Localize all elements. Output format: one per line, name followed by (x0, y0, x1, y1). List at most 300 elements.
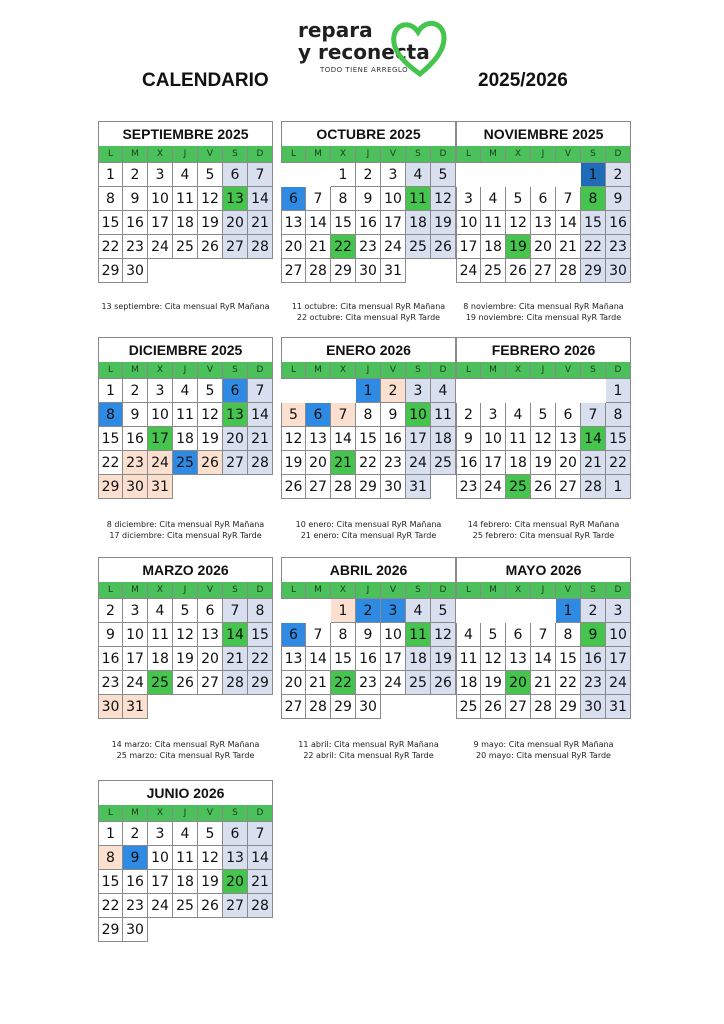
month-grid (281, 146, 456, 283)
day-cell: 5 (431, 163, 456, 187)
weekday-header: M (481, 362, 506, 379)
day-cell: 11 (173, 403, 198, 427)
month-title: ABRIL 2026 (281, 557, 456, 582)
day-cell: 16 (123, 427, 148, 451)
day-cell: 22 (331, 671, 356, 695)
day-cell: 7 (331, 403, 356, 427)
day-cell: 27 (531, 259, 556, 283)
weekday-header: L (98, 805, 123, 822)
weekday-header: V (381, 146, 406, 163)
empty-cell (531, 379, 556, 403)
day-cell: 29 (581, 259, 606, 283)
weekday-header: J (173, 362, 198, 379)
logo-tagline: TODO TIENE ARREGLO (320, 66, 409, 74)
day-cell: 28 (248, 235, 273, 259)
day-cell: 2 (606, 163, 631, 187)
day-cell: 18 (481, 235, 506, 259)
day-cell: 30 (581, 695, 606, 719)
weekday-header: L (456, 362, 481, 379)
day-cell: 31 (123, 695, 148, 719)
day-cell: 10 (456, 211, 481, 235)
day-cell: 23 (356, 671, 381, 695)
day-cell: 26 (506, 259, 531, 283)
month-notes (452, 301, 635, 323)
day-cell: 10 (406, 403, 431, 427)
day-cell: 15 (356, 427, 381, 451)
day-cell: 22 (98, 451, 123, 475)
day-cell: 23 (98, 671, 123, 695)
day-cell: 29 (556, 695, 581, 719)
day-cell: 19 (198, 870, 223, 894)
note-line: 14 marzo: Cita mensual RyR Mañana (111, 740, 260, 749)
day-cell: 8 (98, 846, 123, 870)
day-cell: 6 (223, 379, 248, 403)
day-cell: 12 (431, 187, 456, 211)
weekday-header: J (356, 146, 381, 163)
day-cell: 21 (556, 235, 581, 259)
month-title: JUNIO 2026 (98, 780, 273, 805)
day-cell: 12 (198, 846, 223, 870)
day-cell: 10 (123, 623, 148, 647)
note-line: 22 octubre: Cita mensual RyR Tarde (296, 313, 441, 322)
empty-cell (431, 475, 456, 499)
day-cell: 14 (306, 211, 331, 235)
weekday-header: J (531, 582, 556, 599)
day-cell: 6 (531, 187, 556, 211)
day-cell: 20 (281, 235, 306, 259)
day-cell: 27 (556, 475, 581, 499)
day-cell: 11 (481, 211, 506, 235)
day-cell: 21 (223, 647, 248, 671)
day-cell: 9 (356, 187, 381, 211)
weekday-header: S (223, 362, 248, 379)
day-cell: 13 (531, 211, 556, 235)
day-cell: 7 (306, 623, 331, 647)
day-cell: 3 (481, 403, 506, 427)
weekday-header: L (281, 582, 306, 599)
day-cell: 13 (281, 647, 306, 671)
empty-cell (281, 163, 306, 187)
day-cell: 28 (223, 671, 248, 695)
day-cell: 14 (248, 187, 273, 211)
day-cell: 6 (281, 623, 306, 647)
day-cell: 17 (381, 211, 406, 235)
empty-cell (223, 918, 248, 942)
month-10 (98, 780, 273, 942)
day-cell: 27 (306, 475, 331, 499)
day-cell: 3 (406, 379, 431, 403)
weekday-header: S (406, 582, 431, 599)
day-cell: 30 (606, 259, 631, 283)
day-cell: 8 (356, 403, 381, 427)
weekday-header: V (381, 582, 406, 599)
empty-cell (223, 475, 248, 499)
day-cell: 7 (223, 599, 248, 623)
weekday-header: M (306, 582, 331, 599)
day-cell: 26 (481, 695, 506, 719)
day-cell: 2 (123, 163, 148, 187)
weekday-header: X (148, 146, 173, 163)
day-cell: 2 (356, 163, 381, 187)
day-cell: 6 (223, 822, 248, 846)
weekday-header: S (406, 146, 431, 163)
day-cell: 1 (356, 379, 381, 403)
day-cell: 21 (248, 427, 273, 451)
day-cell: 16 (356, 647, 381, 671)
empty-cell (456, 379, 481, 403)
empty-cell (198, 918, 223, 942)
empty-cell (281, 599, 306, 623)
day-cell: 8 (606, 403, 631, 427)
day-cell: 10 (606, 623, 631, 647)
day-cell: 9 (456, 427, 481, 451)
day-cell: 5 (481, 623, 506, 647)
day-cell: 3 (123, 599, 148, 623)
day-cell: 11 (173, 187, 198, 211)
day-cell: 21 (531, 671, 556, 695)
day-cell: 7 (248, 163, 273, 187)
day-cell: 20 (223, 870, 248, 894)
day-cell: 15 (556, 647, 581, 671)
month-notes (94, 301, 277, 312)
day-cell: 2 (123, 379, 148, 403)
day-cell: 5 (531, 403, 556, 427)
day-cell: 11 (173, 846, 198, 870)
day-cell: 29 (331, 695, 356, 719)
weekday-header: V (556, 146, 581, 163)
day-cell: 12 (506, 211, 531, 235)
note-line: 22 abril: Cita mensual RyR Tarde (303, 751, 434, 760)
empty-cell (431, 695, 456, 719)
day-cell: 29 (356, 475, 381, 499)
day-cell: 29 (248, 671, 273, 695)
day-cell: 15 (98, 211, 123, 235)
empty-cell (581, 379, 606, 403)
day-cell: 9 (123, 187, 148, 211)
empty-cell (306, 599, 331, 623)
day-cell: 15 (98, 870, 123, 894)
day-cell: 2 (581, 599, 606, 623)
month-title: NOVIEMBRE 2025 (456, 121, 631, 146)
day-cell: 26 (431, 235, 456, 259)
day-cell: 25 (481, 259, 506, 283)
day-cell: 17 (481, 451, 506, 475)
day-cell: 22 (581, 235, 606, 259)
month-title: FEBRERO 2026 (456, 337, 631, 362)
weekday-header: J (173, 146, 198, 163)
weekday-header: L (456, 582, 481, 599)
empty-cell (331, 379, 356, 403)
day-cell: 1 (581, 163, 606, 187)
day-cell: 18 (431, 427, 456, 451)
month-title: SEPTIEMBRE 2025 (98, 121, 273, 146)
day-cell: 24 (148, 451, 173, 475)
day-cell: 22 (556, 671, 581, 695)
day-cell: 26 (198, 451, 223, 475)
day-cell: 22 (98, 894, 123, 918)
day-cell: 2 (381, 379, 406, 403)
empty-cell (406, 259, 431, 283)
day-cell: 8 (248, 599, 273, 623)
day-cell: 17 (406, 427, 431, 451)
day-cell: 19 (431, 211, 456, 235)
empty-cell (173, 695, 198, 719)
day-cell: 7 (248, 379, 273, 403)
weekday-header: X (331, 146, 356, 163)
weekday-header: J (531, 362, 556, 379)
day-cell: 19 (531, 451, 556, 475)
note-line: 13 septiembre: Cita mensual RyR Mañana (101, 302, 270, 311)
day-cell: 13 (306, 427, 331, 451)
weekday-header: D (431, 582, 456, 599)
day-cell: 11 (148, 623, 173, 647)
weekday-header: M (306, 146, 331, 163)
day-cell: 5 (281, 403, 306, 427)
weekday-header: S (581, 582, 606, 599)
weekday-header: M (123, 146, 148, 163)
month-grid (98, 582, 273, 719)
day-cell: 15 (331, 211, 356, 235)
day-cell: 19 (173, 647, 198, 671)
weekday-header: L (98, 582, 123, 599)
month-4 (98, 337, 273, 499)
weekday-header: L (456, 146, 481, 163)
empty-cell (481, 599, 506, 623)
day-cell: 28 (556, 259, 581, 283)
month-1 (98, 121, 273, 283)
day-cell: 12 (531, 427, 556, 451)
weekday-header: L (98, 146, 123, 163)
day-cell: 23 (381, 451, 406, 475)
day-cell: 3 (148, 163, 173, 187)
weekday-header: X (148, 805, 173, 822)
day-cell: 3 (148, 822, 173, 846)
weekday-header: X (506, 582, 531, 599)
logo-line-1: repara (298, 18, 373, 42)
day-cell: 6 (198, 599, 223, 623)
day-cell: 9 (98, 623, 123, 647)
day-cell: 17 (456, 235, 481, 259)
day-cell: 10 (381, 187, 406, 211)
day-cell: 18 (406, 647, 431, 671)
day-cell: 13 (198, 623, 223, 647)
day-cell: 16 (98, 647, 123, 671)
note-line: 21 enero: Cita mensual RyR Tarde (300, 531, 437, 540)
empty-cell (456, 599, 481, 623)
month-grid (456, 146, 631, 283)
day-cell: 3 (148, 379, 173, 403)
day-cell: 21 (581, 451, 606, 475)
day-cell: 30 (123, 918, 148, 942)
day-cell: 1 (331, 599, 356, 623)
day-cell: 12 (173, 623, 198, 647)
logo-line-2: y reconecta (298, 40, 430, 64)
day-cell: 29 (98, 918, 123, 942)
day-cell: 9 (123, 846, 148, 870)
day-cell: 30 (356, 259, 381, 283)
day-cell: 13 (506, 647, 531, 671)
month-notes (94, 739, 277, 761)
weekday-header: V (198, 582, 223, 599)
month-title: MARZO 2026 (98, 557, 273, 582)
day-cell: 10 (148, 403, 173, 427)
weekday-header: X (148, 362, 173, 379)
day-cell: 14 (306, 647, 331, 671)
month-title: ENERO 2026 (281, 337, 456, 362)
day-cell: 18 (406, 211, 431, 235)
empty-cell (148, 695, 173, 719)
day-cell: 3 (381, 163, 406, 187)
day-cell: 23 (456, 475, 481, 499)
day-cell: 11 (406, 187, 431, 211)
month-grid (98, 805, 273, 942)
day-cell: 8 (331, 187, 356, 211)
day-cell: 28 (248, 451, 273, 475)
day-cell: 13 (223, 403, 248, 427)
day-cell: 8 (98, 403, 123, 427)
day-cell: 20 (506, 671, 531, 695)
day-cell: 16 (356, 211, 381, 235)
day-cell: 15 (98, 427, 123, 451)
weekday-header: J (531, 146, 556, 163)
day-cell: 31 (606, 695, 631, 719)
day-cell: 27 (281, 695, 306, 719)
day-cell: 18 (173, 870, 198, 894)
empty-cell (506, 163, 531, 187)
day-cell: 14 (248, 846, 273, 870)
day-cell: 14 (556, 211, 581, 235)
month-grid (98, 362, 273, 499)
empty-cell (173, 918, 198, 942)
note-line: 17 diciembre: Cita mensual RyR Tarde (109, 531, 262, 540)
empty-cell (306, 379, 331, 403)
day-cell: 21 (248, 211, 273, 235)
month-5 (281, 337, 456, 499)
day-cell: 4 (173, 822, 198, 846)
day-cell: 17 (606, 647, 631, 671)
day-cell: 21 (306, 235, 331, 259)
day-cell: 26 (281, 475, 306, 499)
weekday-header: D (606, 582, 631, 599)
day-cell: 30 (123, 475, 148, 499)
empty-cell (248, 259, 273, 283)
empty-cell (281, 379, 306, 403)
day-cell: 4 (506, 403, 531, 427)
day-cell: 24 (123, 671, 148, 695)
day-cell: 24 (481, 475, 506, 499)
day-cell: 20 (531, 235, 556, 259)
day-cell: 9 (581, 623, 606, 647)
day-cell: 13 (223, 846, 248, 870)
empty-cell (223, 259, 248, 283)
day-cell: 1 (606, 475, 631, 499)
day-cell: 5 (198, 163, 223, 187)
day-cell: 19 (506, 235, 531, 259)
day-cell: 20 (223, 427, 248, 451)
day-cell: 11 (406, 623, 431, 647)
day-cell: 16 (581, 647, 606, 671)
day-cell: 4 (456, 623, 481, 647)
school-year: 2025/2026 (478, 70, 568, 91)
empty-cell (248, 475, 273, 499)
weekday-header: M (123, 582, 148, 599)
empty-cell (431, 259, 456, 283)
empty-cell (248, 695, 273, 719)
note-line: 8 diciembre: Cita mensual RyR Mañana (106, 520, 265, 529)
day-cell: 24 (148, 894, 173, 918)
day-cell: 17 (123, 647, 148, 671)
day-cell: 23 (123, 894, 148, 918)
day-cell: 14 (581, 427, 606, 451)
empty-cell (406, 695, 431, 719)
day-cell: 5 (198, 379, 223, 403)
month-notes (277, 519, 460, 541)
weekday-header: D (431, 362, 456, 379)
note-line: 20 mayo: Cita mensual RyR Tarde (476, 751, 611, 760)
weekday-header: L (281, 362, 306, 379)
day-cell: 15 (331, 647, 356, 671)
day-cell: 24 (456, 259, 481, 283)
day-cell: 4 (406, 163, 431, 187)
day-cell: 12 (481, 647, 506, 671)
day-cell: 10 (381, 623, 406, 647)
day-cell: 7 (581, 403, 606, 427)
weekday-header: D (248, 582, 273, 599)
day-cell: 22 (356, 451, 381, 475)
weekday-header: V (198, 805, 223, 822)
empty-cell (531, 163, 556, 187)
weekday-header: D (431, 146, 456, 163)
day-cell: 28 (531, 695, 556, 719)
page-title: CALENDARIO (142, 70, 269, 91)
note-line: 25 marzo: Cita mensual RyR Tarde (116, 751, 255, 760)
day-cell: 12 (198, 187, 223, 211)
note-line: 11 octubre: Cita mensual RyR Mañana (291, 302, 446, 311)
day-cell: 16 (381, 427, 406, 451)
note-line: 25 febrero: Cita mensual RyR Tarde (472, 531, 615, 540)
day-cell: 19 (281, 451, 306, 475)
weekday-header: M (481, 146, 506, 163)
day-cell: 27 (198, 671, 223, 695)
note-line: 9 mayo: Cita mensual RyR Mañana (473, 740, 614, 749)
day-cell: 4 (406, 599, 431, 623)
day-cell: 21 (331, 451, 356, 475)
day-cell: 15 (606, 427, 631, 451)
day-cell: 27 (506, 695, 531, 719)
day-cell: 20 (306, 451, 331, 475)
day-cell: 9 (606, 187, 631, 211)
day-cell: 3 (456, 187, 481, 211)
weekday-header: M (123, 805, 148, 822)
empty-cell (531, 599, 556, 623)
day-cell: 19 (481, 671, 506, 695)
day-cell: 15 (581, 211, 606, 235)
day-cell: 1 (98, 822, 123, 846)
weekday-header: S (581, 146, 606, 163)
day-cell: 18 (173, 211, 198, 235)
weekday-header: M (306, 362, 331, 379)
empty-cell (148, 918, 173, 942)
day-cell: 17 (381, 647, 406, 671)
day-cell: 18 (173, 427, 198, 451)
day-cell: 29 (98, 475, 123, 499)
note-line: 10 enero: Cita mensual RyR Mañana (295, 520, 442, 529)
day-cell: 26 (431, 671, 456, 695)
day-cell: 6 (506, 623, 531, 647)
day-cell: 11 (456, 647, 481, 671)
day-cell: 8 (98, 187, 123, 211)
day-cell: 26 (531, 475, 556, 499)
